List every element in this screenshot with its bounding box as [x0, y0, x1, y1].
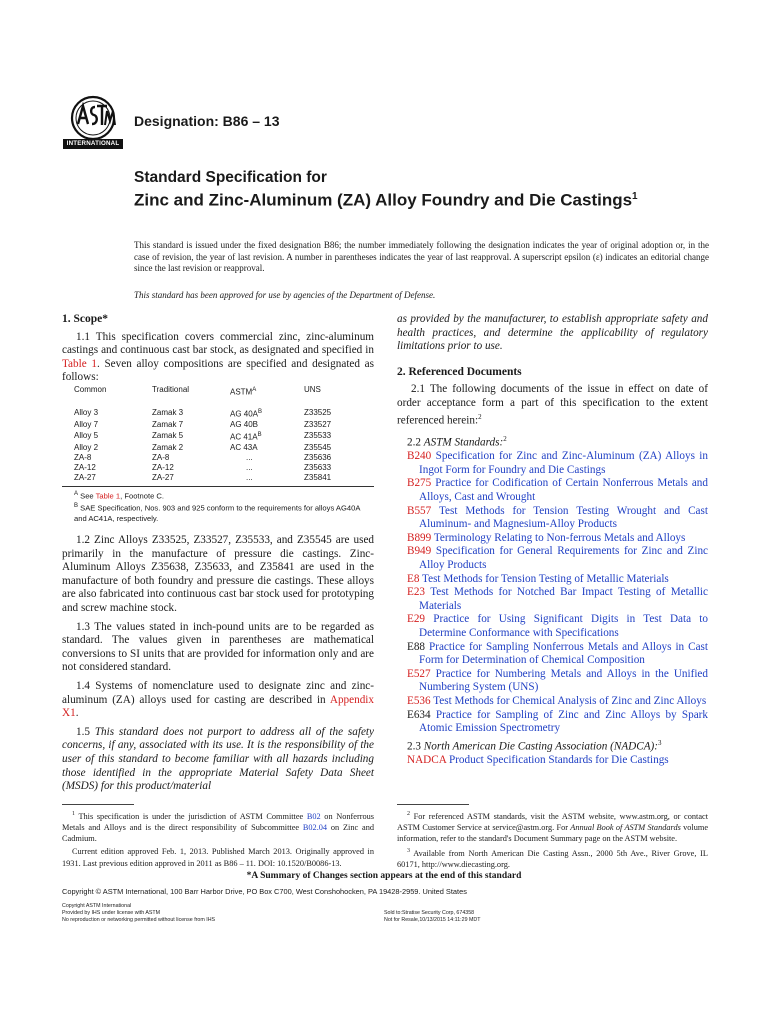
- logo-international-text: INTERNATIONAL: [66, 140, 120, 147]
- reference-code-link[interactable]: E536: [407, 694, 431, 707]
- cell-traditional: [152, 420, 230, 430]
- scope-1-4-text: 1.4 Systems of nomenclature used to designate zinc and zinc-aluminum (ZA) alloys used for casting are described in: [62, 679, 374, 706]
- nadca-link[interactable]: NADCA: [407, 754, 447, 767]
- table-row: [74, 453, 364, 463]
- note-a-pre: See: [80, 491, 96, 501]
- cell-common-text: ZA-27: [74, 472, 96, 482]
- astm-standards-heading: [397, 433, 708, 450]
- footnote-rule-right: [397, 804, 469, 805]
- note-a-post: , Footnote C.: [120, 491, 165, 501]
- footnotes-left: [62, 804, 374, 869]
- footnote-3: [397, 846, 708, 870]
- cell-astm-text: AC 43A: [230, 442, 258, 452]
- cell-common-text: Alloy 5: [74, 431, 99, 441]
- reference-title[interactable]: Practice for Codification of Certain Nonferrous Metals and Alloys, Cast and Wrought: [419, 477, 708, 503]
- appendix-x1-link[interactable]: Appendix X1: [62, 693, 374, 720]
- cell-uns: [304, 473, 364, 483]
- title-line-1: Standard Specification for: [134, 169, 327, 186]
- reference-item: [397, 641, 708, 668]
- license-right: [384, 910, 480, 924]
- cell-uns: [304, 399, 364, 420]
- nadca-heading: [397, 737, 708, 754]
- designation: Designation: B86 – 13: [134, 113, 280, 129]
- cell-traditional: [152, 473, 230, 483]
- reference-item: [397, 695, 708, 709]
- reference-title[interactable]: Specification for General Requirements for Zinc and Zinc Alloy Products: [419, 545, 709, 571]
- note-a-mark: A: [74, 490, 79, 497]
- cell-uns-text: Z35545: [304, 442, 332, 452]
- title-footnote-mark: 1: [632, 191, 638, 202]
- table-row: [74, 430, 364, 443]
- reference-code-link[interactable]: B557: [407, 504, 432, 517]
- reference-code-link[interactable]: B899: [407, 531, 432, 544]
- copyright-line: Copyright © ASTM International, 100 Barr Harbor Drive, PO Box C700, West Conshohocken, PA 19428-2959. United States: [62, 887, 467, 896]
- cell-astm: [230, 443, 304, 453]
- cell-uns: [304, 420, 364, 430]
- scope-1-4: [62, 680, 374, 721]
- reference-item: [397, 709, 708, 736]
- cell-common-text: ZA-12: [74, 462, 96, 472]
- reference-title[interactable]: Practice for Using Significant Digits in Test Data to Determine Conformance with Specifications: [419, 613, 709, 639]
- reference-code-link[interactable]: E527: [407, 667, 431, 680]
- cell-uns-text: Z35636: [304, 452, 332, 462]
- footnote-2-text-b: volume information, refer to the standard's Document Summary page on the ASTM website.: [397, 822, 708, 844]
- reference-code-link[interactable]: B275: [407, 477, 432, 490]
- table-row: [74, 443, 364, 453]
- table-header-row: [74, 385, 364, 399]
- reference-item: [397, 613, 708, 640]
- cell-common: [74, 420, 152, 430]
- reference-item: [397, 668, 708, 695]
- footnote-1-text-b: on Nonferrous Metals and Alloys and is the direct responsibility of Subcommittee: [62, 811, 374, 832]
- cell-astm: [230, 473, 304, 483]
- cell-astm: [230, 430, 304, 443]
- license-left: [62, 903, 215, 923]
- right-column: [397, 313, 708, 768]
- cell-astm-text: AG 40A: [230, 409, 259, 419]
- astm-heading-mark: 2: [503, 434, 507, 443]
- license-line-3: No reproduction or networking permitted without license from IHS: [62, 916, 216, 923]
- scope-1-5-text: This standard does not purport to address all of the safety concerns, if any, associated with its use. It is the responsibility of the user of this standard to become familiar with all hazards including those identified in the appropriate Material Safety Data Sheet (MSDS) for this product/material: [62, 725, 375, 793]
- astm-heading-num: 2.2: [407, 436, 424, 449]
- cell-astm: [230, 463, 304, 473]
- scope-1-5: [62, 726, 374, 794]
- nadca-text[interactable]: Product Specification Standards for Die Castings: [448, 754, 669, 767]
- nadca-reference: [397, 754, 708, 768]
- reference-code-link[interactable]: E8: [407, 572, 420, 585]
- footnote-2: [397, 809, 708, 844]
- referenced-2-1: [397, 383, 708, 428]
- footnote-rule: [62, 804, 134, 805]
- cell-common: [74, 473, 152, 483]
- cell-common: [74, 399, 152, 420]
- cell-astm: [230, 453, 304, 463]
- reference-item: [397, 545, 708, 572]
- cell-uns: [304, 430, 364, 443]
- cell-common: [74, 463, 152, 473]
- reference-item: [397, 505, 708, 532]
- reference-code-link[interactable]: B240: [407, 450, 432, 463]
- cell-common-text: Alloy 7: [74, 419, 99, 429]
- col-traditional: Traditional: [152, 384, 190, 394]
- footnote-1-text-a: This specification is under the jurisdiction of ASTM Committee: [78, 811, 307, 821]
- approval-note: This standard has been approved for use by agencies of the Department of Defense.: [134, 290, 436, 300]
- license-line-1: Copyright ASTM International: [62, 903, 132, 909]
- nadca-heading-mark: 3: [658, 738, 662, 747]
- committee-b02-link[interactable]: B02: [306, 811, 321, 821]
- cell-common-text: Alloy 2: [74, 442, 99, 452]
- reference-item: [397, 586, 708, 613]
- reference-title[interactable]: Test Methods for Chemical Analysis of Zinc and Zinc Alloys: [433, 694, 707, 707]
- cell-uns: [304, 443, 364, 453]
- preamble: This standard is issued under the fixed designation B86; the number immediately following the designation indicates the year of original adoption or, in the case of revision, the year of last revision. A number in parentheses indicates the year of last reapproval. A superscript epsilon (ε) indicates an editorial change since the last revision or reapproval.: [134, 240, 709, 274]
- cell-common: [74, 443, 152, 453]
- cell-astm-text: ...: [246, 472, 253, 482]
- cell-traditional-text: ZA-8: [152, 452, 170, 462]
- note-b-mark: B: [74, 503, 79, 510]
- reference-title[interactable]: Practice for Numbering Metals and Alloys in the Unified Numbering System (UNS): [419, 667, 708, 694]
- footnote-3-mark: 3: [407, 848, 410, 855]
- table-row: [74, 420, 364, 430]
- reference-code-link[interactable]: E29: [407, 613, 426, 626]
- license-line-2: Provided by IHS under license with ASTM: [62, 909, 161, 916]
- cell-uns-text: Z35533: [304, 431, 332, 441]
- cell-traditional-text: ZA-27: [152, 472, 174, 482]
- cell-astm-text: AC 41A: [230, 432, 258, 442]
- astm-footnote-mark: B: [258, 408, 263, 415]
- cell-astm: [230, 420, 304, 430]
- footnote-2-text-a: For referenced ASTM standards, visit the ASTM website, www.astm.org, or contact ASTM Customer Service at service@astm.org. For: [397, 811, 708, 832]
- astm-logo: [61, 94, 125, 150]
- license-sold-to: Sold to:Stratise Security Corp, 674358: [384, 910, 475, 916]
- title-main: Zinc and Zinc-Aluminum (ZA) Alloy Foundry and Die Castings: [134, 190, 633, 210]
- cell-traditional-text: ZA-12: [152, 462, 174, 472]
- reference-code-link[interactable]: B949: [407, 545, 432, 558]
- note-b-text: SAE Specification, Nos. 903 and 925 conform to the requirements for alloys AG40A and AC41A, respectively.: [74, 504, 360, 523]
- left-column: [62, 313, 374, 794]
- col-uns: UNS: [304, 384, 321, 394]
- referenced-2-1-text: 2.1 The following documents of the issue in effect on date of order acceptance form a part of this specification to the extent referenced herein:: [397, 383, 708, 427]
- table-note-b: [74, 501, 374, 524]
- col-astm-label: ASTM: [230, 387, 253, 397]
- reference-code-link[interactable]: E88: [407, 640, 426, 653]
- cell-traditional: [152, 443, 230, 453]
- cell-traditional-text: Zamak 7: [152, 419, 184, 429]
- footnotes-right: [397, 804, 708, 871]
- reference-title[interactable]: Terminology Relating to Non-ferrous Metals and Alloys: [433, 531, 686, 544]
- nadca-heading-num: 2.3: [407, 740, 424, 753]
- cell-uns-text: Z33527: [304, 419, 332, 429]
- cell-traditional: [152, 430, 230, 443]
- reference-title[interactable]: Test Methods for Notched Bar Impact Testing of Metallic Materials: [419, 586, 708, 612]
- table-row: [74, 399, 364, 420]
- table-note-a: [74, 489, 374, 502]
- cell-uns-text: Z35633: [304, 462, 332, 472]
- referenced-2-1-mark: 2: [478, 412, 482, 421]
- subcommittee-b0204-link[interactable]: B02.04: [302, 822, 328, 832]
- table-1-link[interactable]: Table 1: [62, 357, 97, 370]
- cell-traditional-text: Zamak 5: [152, 431, 184, 441]
- scope-heading: 1. Scope*: [62, 313, 108, 325]
- cell-astm-text: AG 40B: [230, 419, 259, 429]
- reference-title[interactable]: Practice for Sampling of Zinc and Zinc Alloys by Spark Atomic Emission Spectrometry: [419, 708, 708, 735]
- document-title: [134, 168, 734, 210]
- cell-traditional-text: Zamak 3: [152, 408, 184, 418]
- cell-common-text: Alloy 3: [74, 408, 99, 418]
- col-astm-mark: A: [252, 386, 257, 393]
- referenced-docs-heading: 2. Referenced Documents: [397, 365, 522, 378]
- footnote-1-text-c: on Zinc and Cadmium.: [62, 822, 374, 844]
- cell-astm-text: ...: [246, 452, 253, 462]
- cell-astm: [230, 399, 304, 420]
- scope-1-1-text: 1.1 This specification covers commercial zinc, zinc-aluminum castings and continuous cast bar stock, as designated and specified in: [62, 330, 374, 357]
- reference-title[interactable]: Test Methods for Tension Testing Wrought and Cast Aluminum- and Magnesium-Alloy Products: [419, 504, 708, 531]
- reference-code-link[interactable]: E23: [407, 586, 426, 599]
- col-astm: [230, 385, 304, 399]
- cell-common: [74, 453, 152, 463]
- cell-traditional-text: Zamak 2: [152, 442, 184, 452]
- scope-1-5-num: 1.5: [76, 725, 95, 738]
- license-not-for-resale: Not for Resale,10/13/2015 14:11:29 MDT: [384, 916, 481, 923]
- summary-of-changes-note: *A Summary of Changes section appears at the end of this standard: [246, 871, 522, 881]
- reference-item: [397, 450, 708, 477]
- cell-traditional: [152, 463, 230, 473]
- footnote-2-italic: Annual Book of ASTM Standards: [570, 822, 681, 832]
- cell-uns-text: Z35841: [304, 472, 332, 482]
- table-row: [74, 463, 364, 473]
- reference-title[interactable]: Practice for Sampling Nonferrous Metals and Alloys in Cast Form for Determination of Chemical Composition: [419, 640, 709, 667]
- reference-title[interactable]: Specification for Zinc and Zinc-Aluminum (ZA) Alloys in Ingot Form for Foundry and Die Castings: [419, 450, 709, 476]
- cell-astm-text: ...: [246, 462, 253, 472]
- alloy-designation-table: [74, 385, 364, 483]
- footnote-3-text: Available from North American Die Casting Assn., 2000 5th Ave., River Grove, IL 60171, http://www.diecasting.org.: [397, 849, 708, 870]
- cell-uns: [304, 453, 364, 463]
- note-a-table-link[interactable]: Table 1: [95, 491, 121, 501]
- astm-heading-text: ASTM Standards:: [423, 436, 504, 449]
- footnote-1-mark: 1: [72, 811, 75, 817]
- reference-item: [397, 573, 708, 587]
- nadca-heading-text: North American Die Casting Association (NADCA):: [423, 740, 658, 753]
- footnote-1-edition: Current edition approved Feb. 1, 2013. Published March 2013. Originally approved in 1931. Last previous edition approved in 2011 as B86 – 11. DOI: 10.1520/B0086-13.: [62, 847, 374, 868]
- footnote-2-mark: 2: [407, 811, 410, 817]
- cell-common-text: ZA-8: [74, 452, 92, 462]
- title-line-2: [134, 187, 734, 210]
- scope-1-5-continued: as provided by the manufacturer, to establish appropriate safety and health practices, and determine the applicability of regulatory limitations prior to use.: [397, 313, 708, 353]
- scope-1-3: 1.3 The values stated in inch-pound units are to be regarded as standard. The values given in parentheses are mathematical conversions to SI units that are provided for information only and are not considered standard.: [62, 620, 374, 674]
- col-common: Common: [74, 384, 107, 394]
- cell-uns: [304, 463, 364, 473]
- cell-traditional: [152, 399, 230, 420]
- scope-1-1: [62, 331, 374, 385]
- astm-reference-list: [397, 450, 708, 735]
- reference-code-link[interactable]: E634: [407, 708, 431, 721]
- scope-1-1-text-end: . Seven alloy compositions are specified and designated as follows:: [62, 357, 374, 384]
- reference-title[interactable]: Test Methods for Tension Testing of Metallic Materials: [422, 572, 669, 585]
- cell-traditional: [152, 453, 230, 463]
- footnote-1: [62, 809, 374, 844]
- reference-item: [397, 532, 708, 546]
- cell-common: [74, 430, 152, 443]
- table-row: [74, 473, 364, 483]
- scope-1-2: 1.2 Zinc Alloys Z33525, Z33527, Z35533, and Z35545 are used primarily in the manufacture of pressure die castings. Zinc-Aluminum Alloys Z35638, Z35633, and Z35841 are used in the manufacture of both foundry and pressure die castings. These alloys are also fabricated into continuous cast bar stock used for prototyping and screw machine stock.: [62, 534, 374, 614]
- cell-uns-text: Z33525: [304, 408, 332, 418]
- reference-item: [397, 477, 708, 504]
- table-rule: [62, 486, 374, 487]
- astm-footnote-mark: B: [257, 431, 262, 438]
- scope-1-4-end: .: [75, 707, 79, 720]
